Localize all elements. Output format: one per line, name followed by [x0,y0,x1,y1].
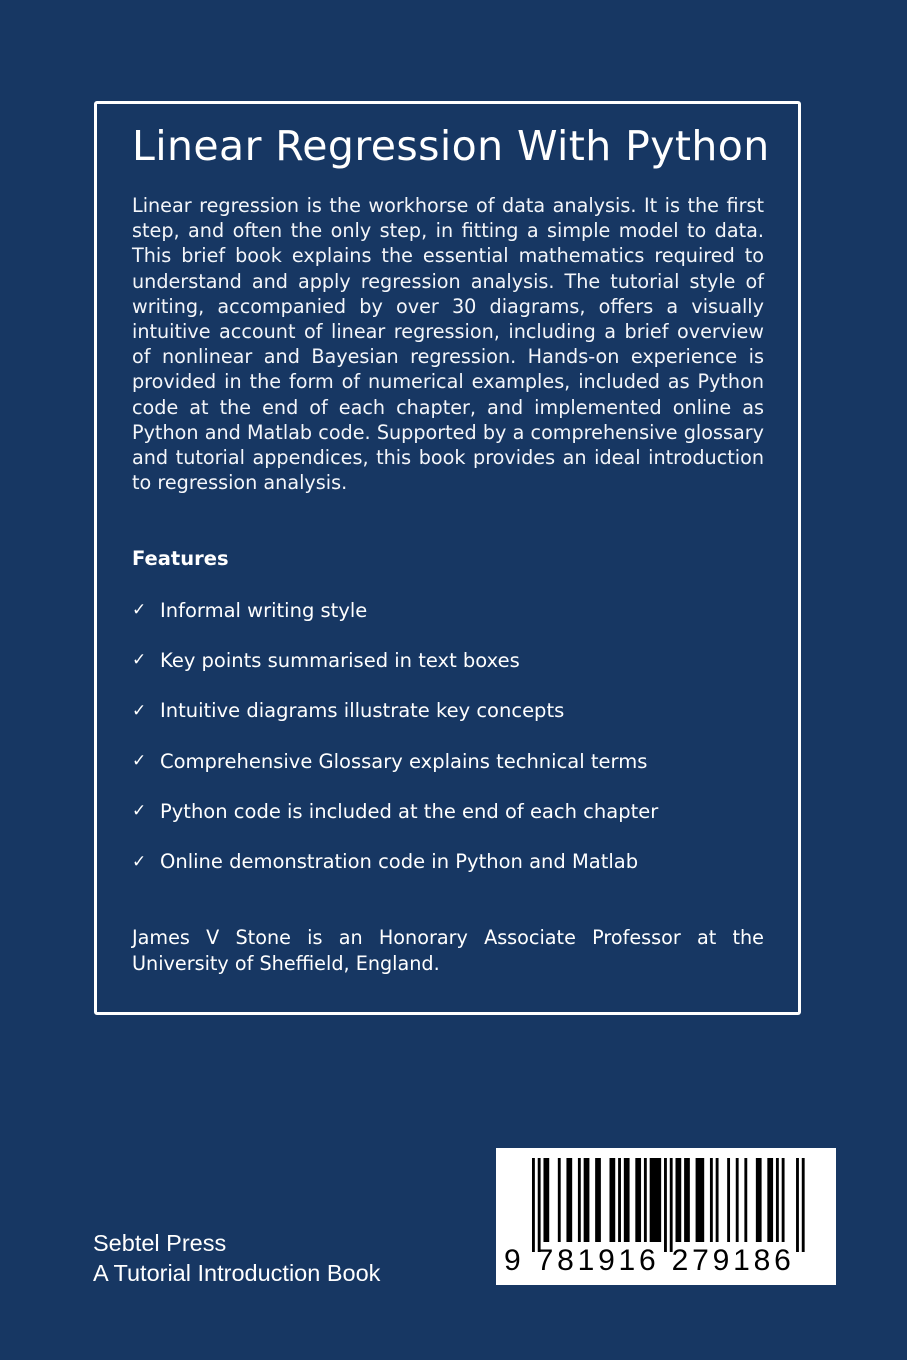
barcode-bar [670,1158,673,1252]
author-bio: James V Stone is an Honorary Associate Professor at the University of Sheffield, England. [132,926,764,975]
check-icon: ✓ [132,600,147,621]
feature-text: Key points summarised in text boxes [160,648,520,672]
feature-item [132,585,772,635]
book-title: Linear Regression With Python [132,122,770,170]
barcode-bar [595,1158,601,1242]
barcode-bar [696,1158,705,1242]
feature-item [132,686,772,736]
barcode-bar [756,1158,762,1242]
feature-text: Comprehensive Glossary explains technical terms [160,749,648,773]
barcode-bar [796,1158,799,1252]
feature-text: Informal writing style [160,598,368,622]
barcode-bar [543,1158,549,1242]
barcode-bar [624,1158,630,1242]
features-heading: Features [132,547,229,570]
barcode-bar [618,1158,621,1242]
barcode-bar [676,1158,682,1242]
barcode-bar [782,1158,785,1242]
barcode-bar [558,1158,561,1242]
check-icon: ✓ [132,801,147,822]
feature-item [132,635,772,685]
barcode-bar [584,1158,590,1242]
feature-item [132,736,772,786]
barcode-bar [684,1158,690,1242]
series-name: A Tutorial Introduction Book [93,1259,381,1286]
features-list [132,585,772,887]
barcode-bar [727,1158,730,1242]
barcode-bar [664,1158,667,1252]
feature-text: Online demonstration code in Python and Matlab [160,850,639,874]
barcode-bar [767,1158,773,1242]
barcode-bar [776,1158,779,1242]
check-icon: ✓ [132,700,147,721]
barcode-bar [744,1158,747,1242]
barcode-bar [532,1158,535,1252]
barcode-bar [650,1158,661,1242]
isbn-barcode [496,1148,836,1285]
barcode-bar [635,1158,641,1242]
barcode-bar [609,1158,615,1242]
barcode-bar [644,1158,647,1242]
feature-text: Intuitive diagrams illustrate key concepts [160,699,565,723]
isbn-number: 9 781916 279186 [504,1244,795,1277]
barcode-bar [802,1158,805,1252]
feature-text: Python code is included at the end of each chapter [160,799,659,823]
barcode-bar [566,1158,572,1242]
check-icon: ✓ [132,751,147,772]
barcode-bar [578,1158,581,1242]
publisher-name: Sebtel Press [93,1230,227,1256]
barcode-bar [538,1158,541,1252]
check-icon: ✓ [132,650,147,671]
feature-item [132,786,772,836]
check-icon: ✓ [132,851,147,872]
feature-item [132,836,772,886]
barcode-bar [716,1158,719,1242]
publisher-block [93,1229,380,1288]
barcode-bar [736,1158,739,1242]
barcode-bar [710,1158,713,1242]
book-description: Linear regression is the workhorse of data analysis. It is the first step, and often the only step, in fitting a simple model to data. This brief book explains the essential mathematics required to understand and apply regression analysis. The tutorial style of writing, accompanied by over 30 diagrams, offers a visually intuitive account of linear regression, including a brief overview of nonlinear and Bayesian regression. Hands-on experience is provided in the form of numerical examples, included as Python code at the end of each chapter, and implemented online as Python and Matlab code. Supported by a comprehensive glossary and tutorial appendices, this book provides an ideal introduction to regression analysis. [132,194,764,495]
